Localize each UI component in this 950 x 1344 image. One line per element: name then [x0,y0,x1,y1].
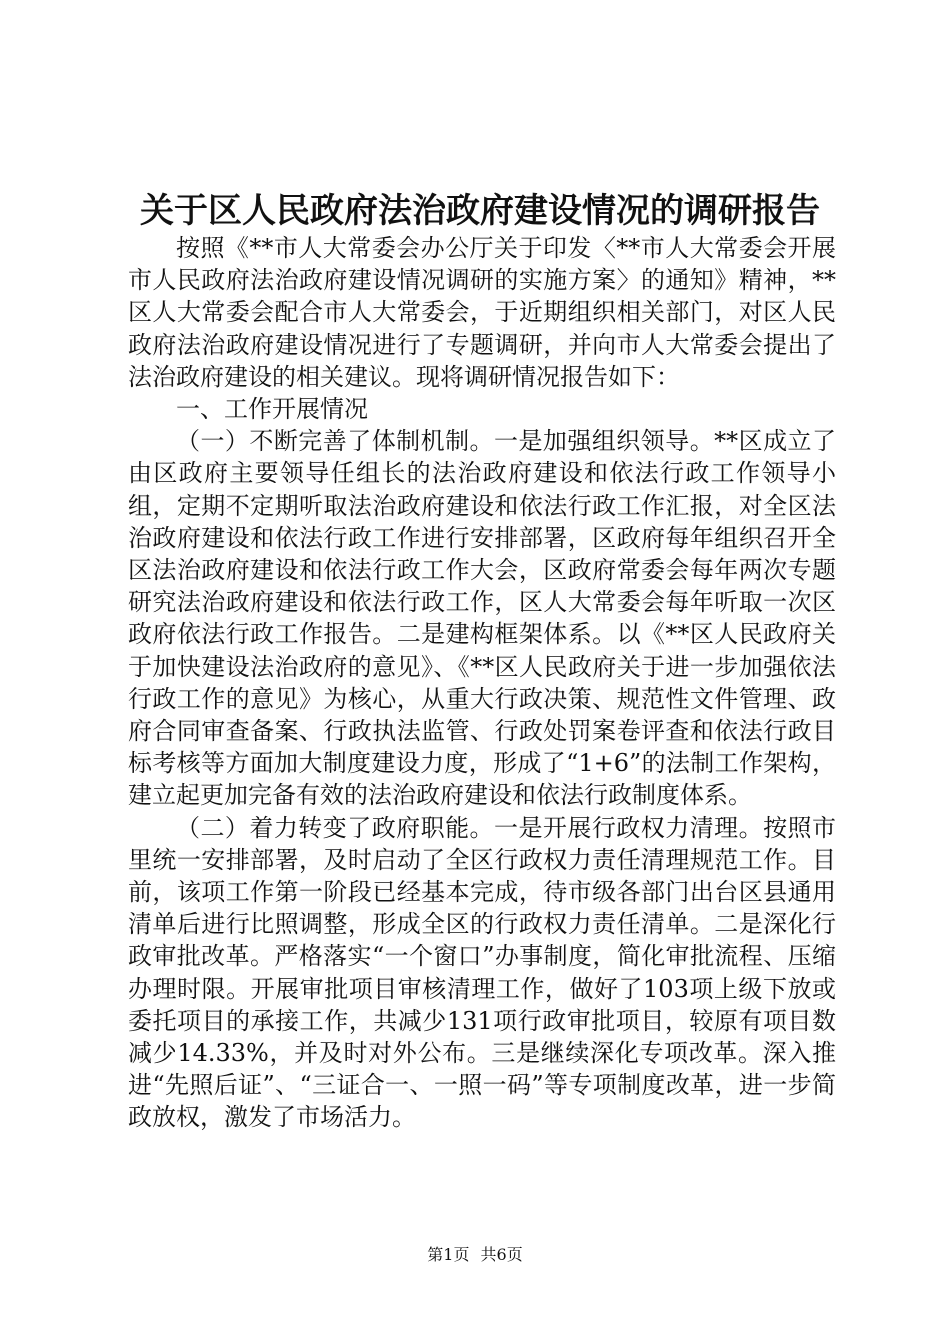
section-heading: 一、工作开展情况 [176,395,368,424]
paragraph-institutional-mechanism: （一）不断完善了体制机制。一是加强组织领导。**区成立了由区政府主要领导任组长的法治政府建设和依法行政工作领导小组，定期不定期听取法治政府建设和依法行政工作汇报，对全区法治政府建设和依法行政工作进行安排部署，区政府每年组织召开全区法治政府建设和依法行政工作大会，区政府常委会每年两次专题研究法治政府建设和依法行政工作，区人大常委会每年听取一次区政府依法行政工作报告。二是建构框架体系。以《**区人民政府关于加快建设法治政府的意见》、《**区人民政府关于进一步加强依法行政工作的意见》为核心，从重大行政决策、规范性文件管理、政府合同审查备案、行政执法监管、行政处罚案卷评查和依法行政目标考核等方面加大制度建设力度，形成了“1+6”的法制工作架构，建立起更加完备有效的法治政府建设和依法行政制度体系。 [128,427,836,810]
document-body [128,232,836,1134]
document-title: 关于区人民政府法治政府建设情况的调研报告 [140,191,820,231]
intro-paragraph: 按照《**市人大常委会办公厅关于印发〈**市人大常委会开展市人民政府法治政府建设情况调研的实施方案〉的通知》精神，**区人大常委会配合市人大常委会，于近期组织相关部门，对区人民政府法治政府建设情况进行了专题调研，并向市人大常委会提出了法治政府建设的相关建议。现将调研情况报告如下： [128,234,836,391]
page-footer [0,1245,950,1265]
page-number: 第1页 [427,1245,470,1264]
paragraph-government-functions: （二）着力转变了政府职能。一是开展行政权力清理。按照市里统一安排部署，及时启动了全区行政权力责任清理规范工作。目前，该项工作第一阶段已经基本完成，待市级各部门出台区县通用清单后进行比照调整，形成全区的行政权力责任清单。二是深化行政审批改革。严格落实“一个窗口”办事制度，简化审批流程、压缩办理时限。开展审批项目审核清理工作，做好了103项上级下放或委托项目的承接工作，共减少131项行政审批项目，较原有项目数减少14.33%，并及时对外公布。三是继续深化专项改革。深入推进“先照后证”、“三证合一、一照一码”等专项制度改革，进一步简政放权，激发了市场活力。 [128,813,836,1132]
page-total: 共6页 [480,1245,523,1264]
